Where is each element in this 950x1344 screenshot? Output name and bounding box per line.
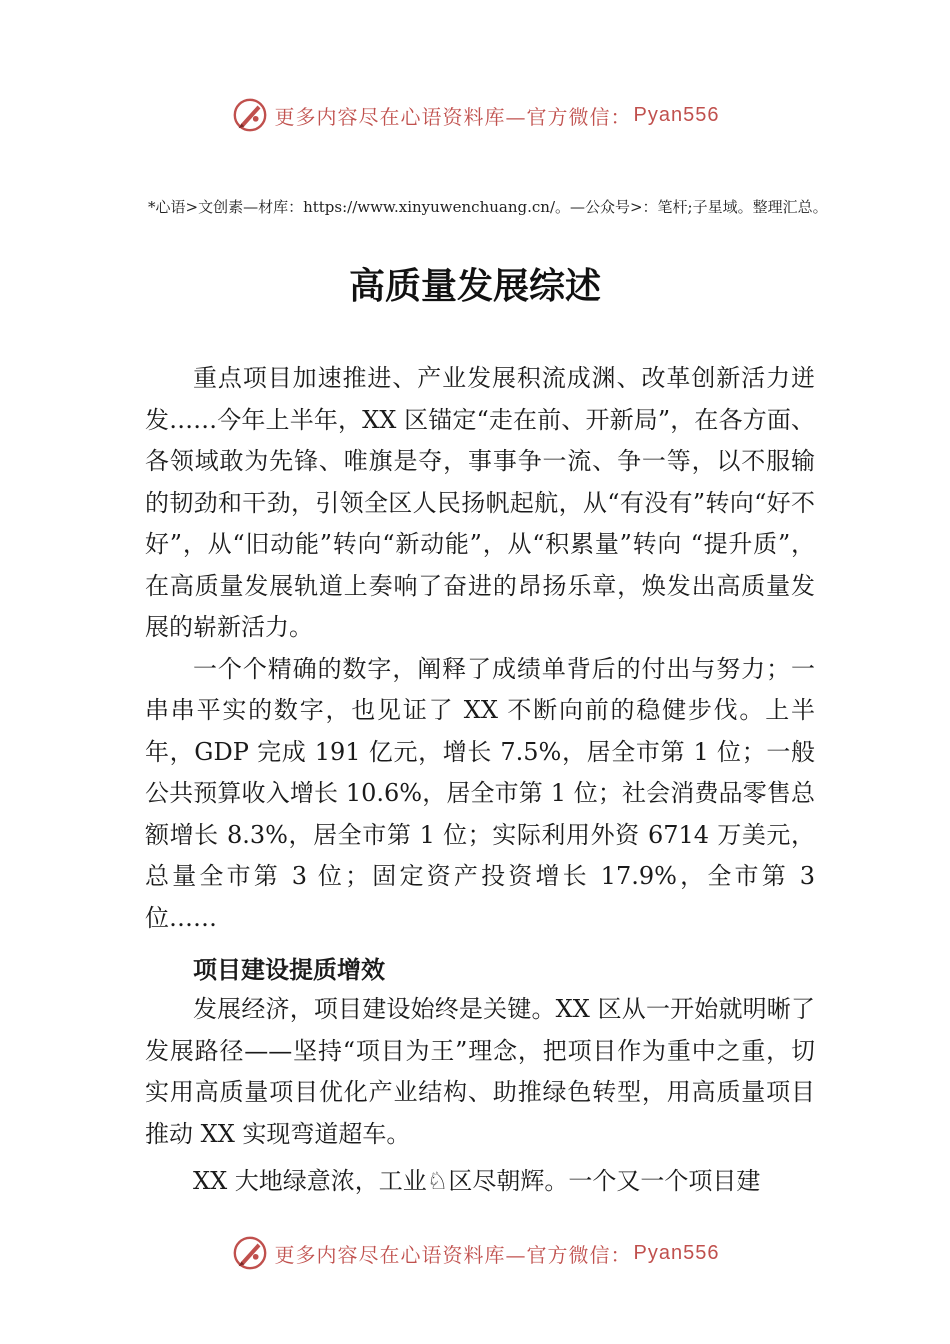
pen-logo-icon bbox=[231, 1234, 269, 1272]
watermark-header bbox=[0, 96, 950, 134]
paragraph: XX 大地绿意浓，工业♘区尽朝辉。一个又一个项目建 bbox=[193, 1167, 761, 1195]
paragraph: 一个个精确的数字，阐释了成绩单背后的付出与努力；一串串平实的数字，也见证了 XX 不断向前的稳健步伐。上半年，GDP 完成 191 亿元，增长 7.5%，居全市第 1 位；一般公共预算收入增长 10.6%，居全市第 1 位；社会消费品零售总额增长 8.3%，居全市第 1 位；实际利用外资 6714 万美元，总量全市第 3 位；固定资产投资增长 17.9%，全市第 3 位…… bbox=[145, 654, 815, 932]
paragraph: 发展经济，项目建设始终是关键。XX 区从一开始就明晰了发展路径——坚持“项目为王”理念，把项目作为重中之重，切实用高质量项目优化产业结构、助推绿色转型，用高质量项目推动 XX 实现弯道超车。 bbox=[145, 995, 815, 1148]
document-body bbox=[145, 358, 815, 1203]
watermark-text: 更多内容尽在心语资料库—官方微信： bbox=[274, 1242, 632, 1267]
watermark-text: 更多内容尽在心语资料库—官方微信： bbox=[274, 104, 632, 129]
watermark-footer bbox=[0, 1234, 950, 1272]
paragraph: 重点项目加速推进、产业发展积流成渊、改革创新活力迸发……今年上半年，XX 区锚定“走在前、开新局”，在各方面、各领域敢为先锋、唯旗是夺，事事争一流、争一等，以不服输的韧劲和干劲，引领全区人民扬帆起航，从“有没有”转向“好不好”，从“旧动能”转向“新动能”，从“积累量”转向 “提升质”，在高质量发展轨道上奏响了奋进的昂扬乐章，焕发出高质量发展的崭新活力。 bbox=[145, 364, 815, 641]
pen-logo-icon bbox=[231, 96, 269, 134]
section-heading: 项目建设提质增效 bbox=[193, 956, 385, 984]
document-title: 高质量发展综述 bbox=[348, 265, 601, 307]
watermark-wechat-id: Pyan556 bbox=[633, 103, 720, 126]
source-note: *心语>文创素—材库：https://www.xinyuwenchuang.cn/。—公众号>：笔杆;子星域。整理汇总。 bbox=[148, 198, 828, 216]
watermark-wechat-id: Pyan556 bbox=[633, 1241, 720, 1264]
